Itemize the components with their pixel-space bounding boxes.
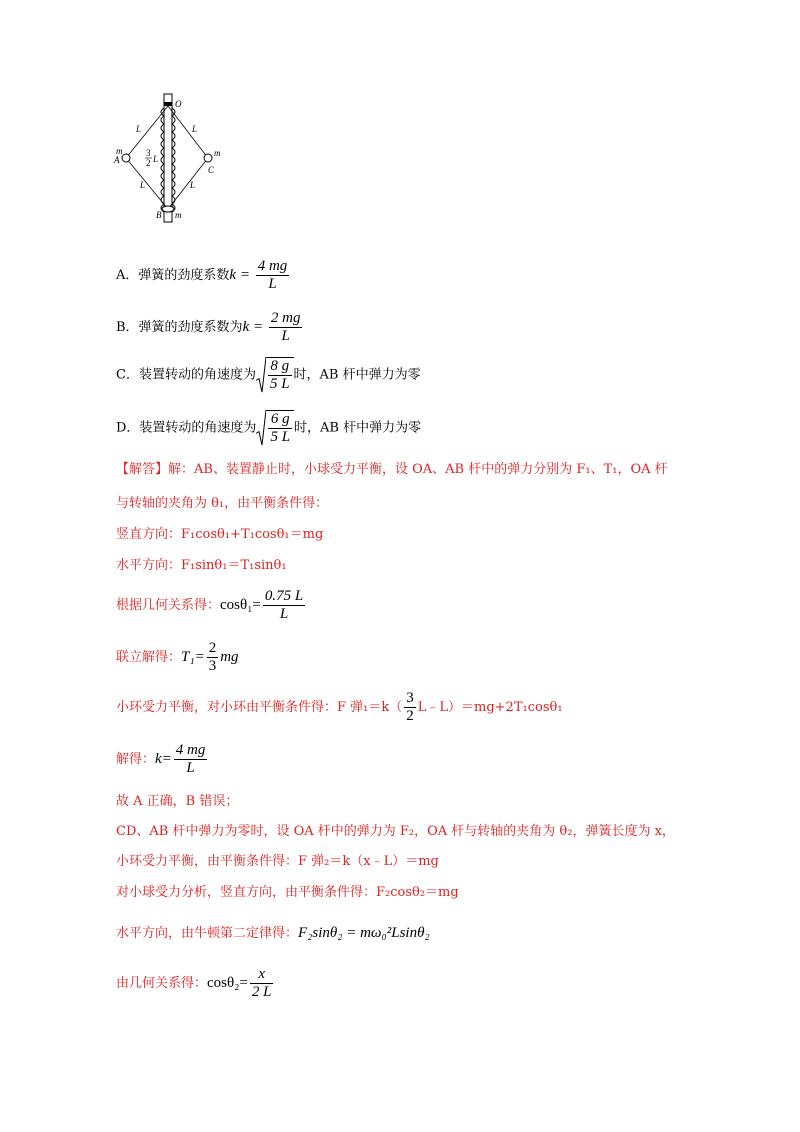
label-l-ul: L: [136, 124, 142, 134]
solution-line-7-prefix: 小环受力平衡，对小环由平衡条件得：F 弹₁＝k（: [116, 700, 403, 715]
option-d: [116, 410, 421, 446]
ball-c: [204, 154, 212, 162]
label-frac-num: 3: [146, 148, 151, 158]
solution-line-5-prefix: 根据几何关系得：: [116, 598, 221, 613]
k-result-lhs: k=: [155, 751, 172, 767]
option-c-suffix: 时，AB 杆中弹力为零: [293, 367, 421, 383]
option-c-sqrt: [256, 357, 294, 393]
t1-den: 3: [208, 658, 217, 674]
label-a: A: [114, 155, 120, 165]
label-b: B: [156, 210, 162, 220]
t1-fraction: [207, 640, 219, 675]
t1-rhs: mg: [220, 649, 239, 665]
solution-line-8-prefix: 解得：: [116, 752, 156, 767]
k-result-fraction: [174, 742, 208, 777]
t1-lhs: T₁=: [181, 649, 205, 665]
label-o: O: [175, 99, 182, 109]
rotating-shaft: [164, 94, 172, 222]
newton-second-law-equation: F₂sinθ₂ = mω₀²Lsinθ₂: [298, 925, 430, 941]
t1-num: 2: [208, 640, 217, 656]
cos-theta2-num: x: [250, 966, 274, 984]
label-frac-l: L: [153, 154, 159, 164]
solution-line-2: 与转轴的夹角为 θ₁，由平衡条件得：: [116, 496, 329, 511]
cos-theta1-lhs: cosθ₁=: [220, 597, 261, 613]
label-frac-den: 2: [146, 158, 151, 168]
option-c-text: C．装置转动的角速度为: [116, 367, 256, 383]
option-b-den: L: [281, 328, 290, 344]
option-d-text: D．装置转动的角速度为: [116, 420, 257, 436]
cos-theta2-lhs: cosθ₂=: [207, 975, 248, 991]
spring-rod-diagram: [112, 92, 222, 227]
label-m-b: m: [175, 210, 182, 220]
option-a-den: L: [268, 276, 277, 292]
solution-tag: 【解答】: [116, 462, 169, 477]
solution-line-12: 对小球受力分析，竖直方向，由平衡条件得：F₂cosθ₂＝mg: [116, 885, 459, 900]
ring-b: [162, 206, 174, 212]
solution-line-3: 竖直方向：F₁cosθ₁+T₁cosθ₁＝mg: [116, 527, 324, 542]
cos-theta1-num: 0.75 L: [264, 588, 304, 604]
option-d-sqrt: [256, 410, 294, 446]
option-d-suffix: 时，AB 杆中弹力为零: [294, 420, 422, 436]
solution-line-1-text: 解：AB、装置静止时，小球受力平衡，设 OA、AB 杆中的弹力分别为 F₁、T₁，OA 杆: [168, 462, 668, 477]
three-halves-num: 3: [406, 690, 414, 706]
option-b: B．弹簧的劲度系数为k = $\frac{2 mg}{L}$: [116, 310, 301, 344]
solution-line-13: [116, 924, 430, 943]
option-b-num: 2 mg: [270, 310, 301, 326]
option-c-den: 5 L: [269, 376, 290, 392]
shaft-top-cap: [164, 102, 172, 106]
three-halves-den: 2: [406, 708, 414, 724]
label-m-a: m: [116, 146, 123, 156]
option-d-num: 6 g: [268, 411, 292, 429]
option-a: A．弹簧的劲度系数k = $\frac{4 mg}{L}$: [116, 258, 288, 292]
option-a-num: 4 mg: [257, 258, 288, 274]
option-a-text: A．弹簧的劲度系数: [116, 268, 230, 283]
label-l-lr: L: [190, 180, 196, 190]
option-c-num: 8 g: [268, 358, 292, 376]
solution-line-13-prefix: 水平方向，由牛顿第二定律得：: [116, 926, 299, 941]
option-a-lhs: k: [229, 267, 237, 283]
option-c: [116, 357, 421, 393]
ball-a: [122, 154, 130, 162]
solution-line-10: CD、AB 杆中弹力为零时，设 OA 杆中的弹力为 F₂，OA 杆与转轴的夹角为 θ₂，弹簧长度为 x，: [116, 824, 675, 839]
solution-line-6-prefix: 联立解得：: [116, 650, 182, 665]
solution-line-9: 故 A 正确，B 错误；: [116, 794, 239, 809]
k-result-num: 4 mg: [175, 742, 206, 758]
option-d-den: 5 L: [270, 429, 291, 445]
cos-theta1-den: L: [279, 606, 289, 622]
option-b-fraction: [269, 310, 303, 345]
solution-line-5: [116, 588, 307, 623]
option-b-text: B．弹簧的劲度系数为: [116, 320, 243, 335]
solution-line-11: 小环受力平衡，由平衡条件得：F 弹₂＝k（x﹣L）＝mg: [116, 854, 439, 869]
option-b-lhs: k: [242, 319, 250, 335]
solution-line-6: [116, 640, 239, 675]
label-m-c: m: [214, 148, 221, 158]
k-result-den: L: [186, 760, 195, 776]
cos-theta1-fraction: [263, 588, 305, 623]
label-c: C: [208, 165, 215, 175]
solution-line-1: [116, 461, 668, 479]
three-halves-fraction: [404, 690, 416, 725]
label-l-ll: L: [140, 180, 146, 190]
solution-line-14-prefix: 由几何关系得：: [116, 976, 208, 991]
solution-line-14: [116, 966, 275, 1001]
cos-theta2-fraction: [250, 966, 274, 1001]
cos-theta2-den: 2 L: [251, 984, 272, 1000]
solution-line-4: 水平方向：F₁sinθ₁＝T₁sinθ₁: [116, 558, 287, 573]
solution-line-7: [116, 690, 563, 725]
label-l-ur: L: [192, 124, 198, 134]
option-a-fraction: [256, 258, 290, 293]
solution-line-7-suffix: L﹣L）＝mg+2T₁cosθ₁: [417, 700, 563, 715]
solution-line-8: [116, 742, 209, 777]
